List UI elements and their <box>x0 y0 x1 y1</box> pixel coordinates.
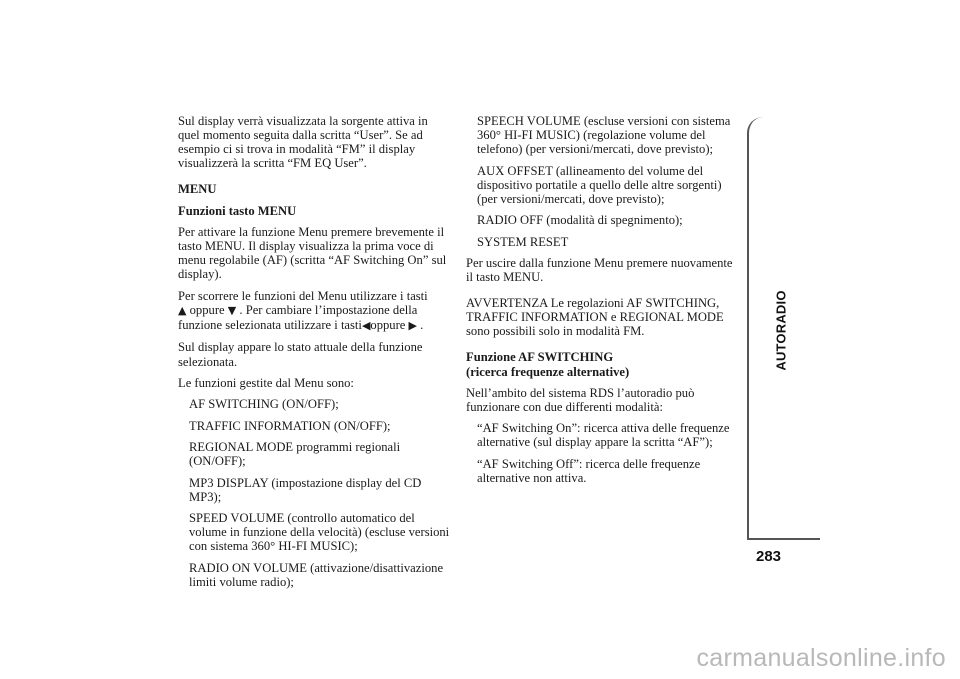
page-number: 283 <box>756 548 782 565</box>
menu-navigation-paragraph <box>178 289 450 333</box>
list-item: AUX OFFSET (allineamento del volume del dispositivo portatile a quello delle altre sorgenti) (per versioni/mercati, dove previsto); <box>477 163 722 206</box>
nav-text-b: . Per cambiare l’impostazione della funzione selezionata utilizzare i tasti <box>178 302 418 333</box>
exit-menu-paragraph: Per uscire dalla funzione Menu premere nuovamente il tasto MENU. <box>466 255 733 285</box>
arrow-down-icon: ▼ <box>227 303 237 317</box>
list-item: AF SWITCHING (ON/OFF); <box>189 397 339 412</box>
functions-intro-paragraph: Le funzioni gestite dal Menu sono: <box>178 375 354 390</box>
left-column <box>178 114 450 596</box>
nav-text-a: Per scorrere le funzioni del Menu utilizzare i tasti <box>178 288 428 303</box>
list-item: TRAFFIC INFORMATION (ON/OFF); <box>189 418 391 433</box>
af-switching-heading: Funzione AF SWITCHING (ricerca frequenze alternative) <box>466 350 630 379</box>
nav-or-1: oppure <box>189 302 225 317</box>
nav-or-2: oppure <box>370 318 406 333</box>
status-paragraph: Sul display appare lo stato attuale della funzione selezionata. <box>178 340 423 369</box>
nav-text-c: . <box>420 318 424 333</box>
list-item: “AF Switching On”: ricerca attiva delle frequenze alternative (sul display appare la scritta “AF”); <box>477 421 730 450</box>
watermark-url: carmanualsonline.info <box>696 644 946 672</box>
list-item: REGIONAL MODE programmi regionali (ON/OFF); <box>189 440 401 469</box>
arrow-up-icon: ▲ <box>178 303 187 317</box>
warning-paragraph: AVVERTENZA Le regolazioni AF SWITCHING, TRAFFIC INFORMATION e REGIONAL MODE sono possibili solo in modalità FM. <box>466 296 724 339</box>
arrow-left-icon: ◀ <box>361 319 371 333</box>
list-item: SPEECH VOLUME (escluse versioni con sistema 360° HI-FI MUSIC) (regolazione volume del telefono) (per versioni/mercati, dove previsto); <box>477 114 731 157</box>
menu-heading: MENU <box>178 182 217 197</box>
list-item: RADIO ON VOLUME (attivazione/disattivazione limiti volume radio); <box>189 560 444 589</box>
list-item: MP3 DISPLAY (impostazione display del CD MP3); <box>189 475 422 504</box>
list-item: SYSTEM RESET <box>477 234 569 249</box>
right-column <box>466 114 742 492</box>
list-item: SPEED VOLUME (controllo automatico del volume in funzione della velocità) (escluse versioni con sistema 360° HI-FI MUSIC); <box>189 511 450 554</box>
list-item: “AF Switching Off”: ricerca delle frequenze alternative non attiva. <box>477 456 701 485</box>
menu-activation-paragraph: Per attivare la funzione Menu premere brevemente il tasto MENU. Il display visualizza la prima voce di menu regolabile (AF) (scritta “AF Switching On” sul display). <box>178 225 447 282</box>
section-tab-label: AUTORADIO <box>773 289 789 371</box>
arrow-right-icon: ▶ <box>408 319 418 333</box>
intro-paragraph: Sul display verrà visualizzata la sorgente attiva in quel momento seguita dalla scritta “User”. Se ad esempio ci si trova in modalità “FM” il display visualizzerà la scritta “FM EQ User”. <box>178 114 428 171</box>
list-item: RADIO OFF (modalità di spegnimento); <box>477 213 683 228</box>
rds-paragraph: Nell’ambito del sistema RDS l’autoradio può funzionare con due differenti modalità: <box>466 385 695 414</box>
menu-functions-heading: Funzioni tasto MENU <box>178 203 297 218</box>
